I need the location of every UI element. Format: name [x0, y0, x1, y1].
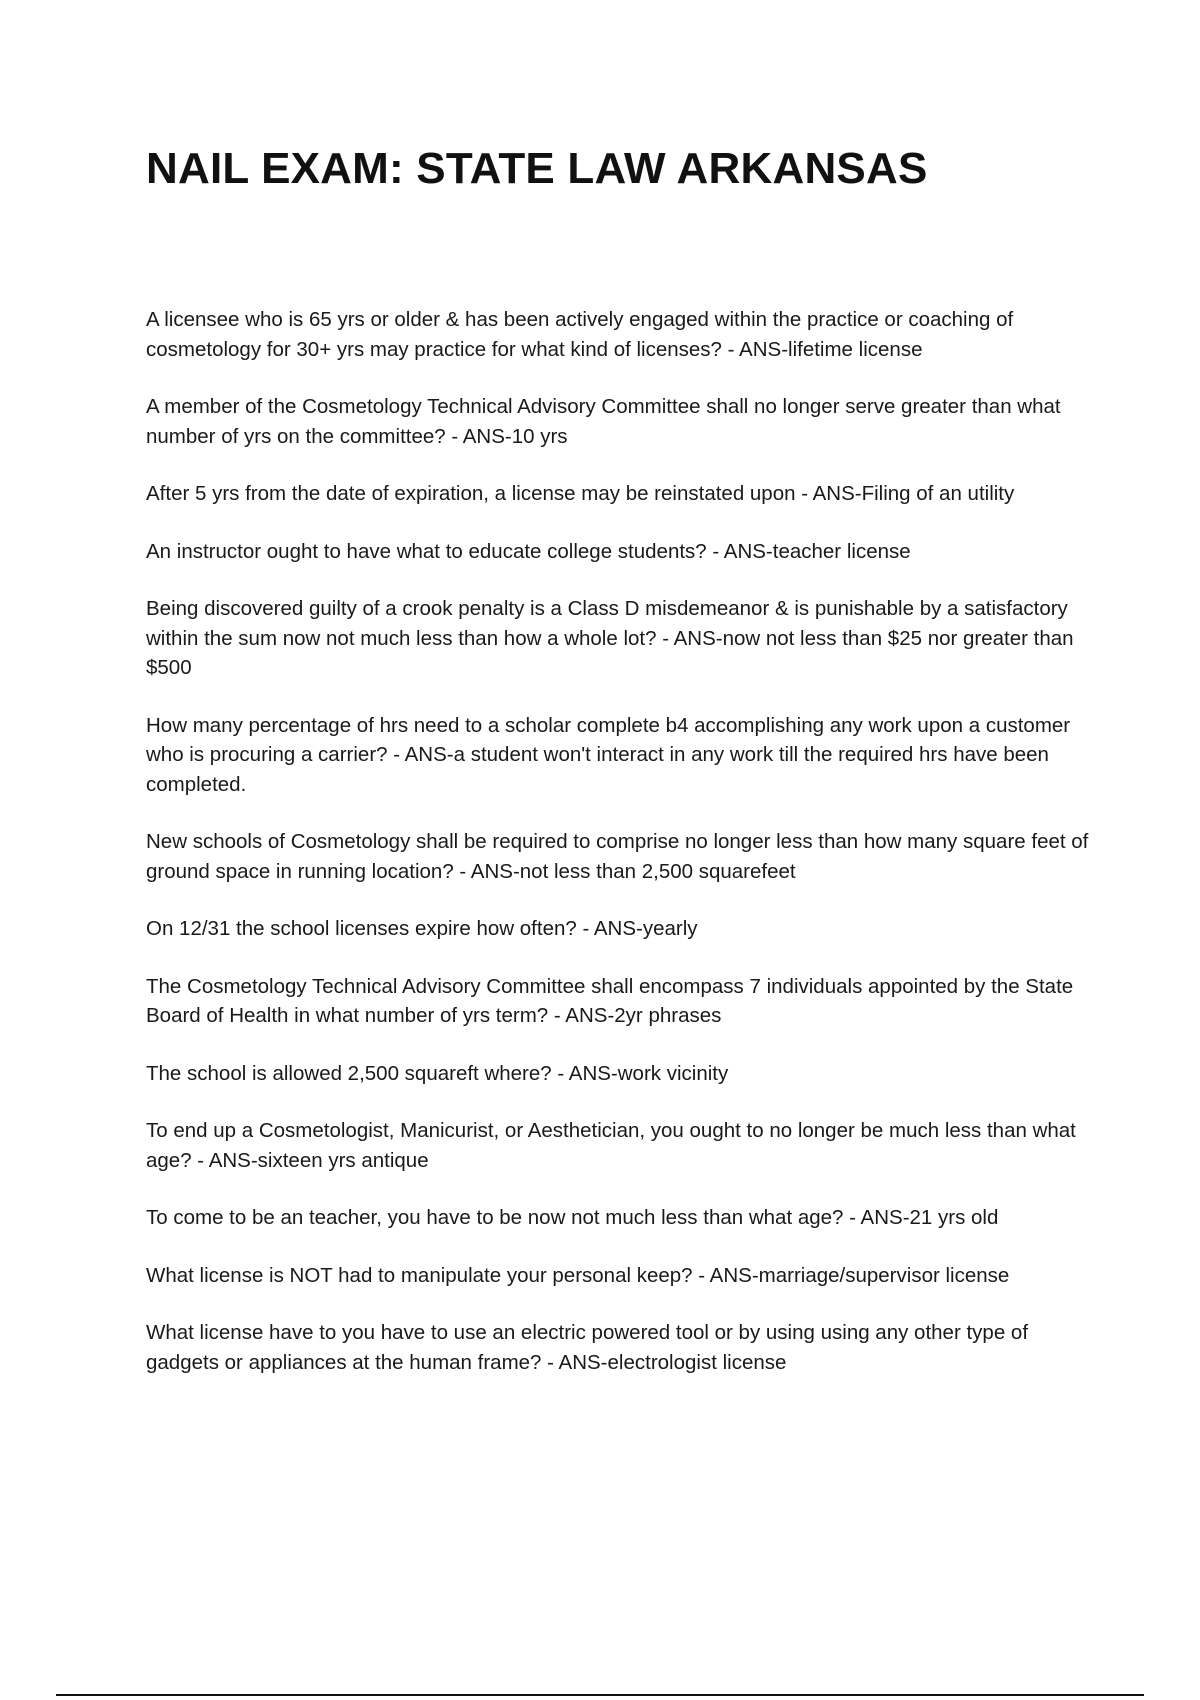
qa-item: The Cosmetology Technical Advisory Committee shall encompass 7 individuals appointed by the State Board of Health in what number of yrs term? - ANS-2yr phrases [146, 974, 1074, 1027]
page-title: NAIL EXAM: STATE LAW ARKANSAS [146, 144, 928, 193]
qa-item: After 5 yrs from the date of expiration, a license may be reinstated upon - ANS-Filing of an utility [146, 482, 1015, 505]
qa-item: What license have to you have to use an electric powered tool or by using using any other type of gadgets or appliances at the human frame? - ANS-electrologist license [146, 1321, 1029, 1374]
qa-item: New schools of Cosmetology shall be required to comprise no longer less than how many square feet of ground space in running location? - ANS-not less than 2,500 squarefeet [146, 830, 1089, 883]
qa-item: A licensee who is 65 yrs or older & has been actively engaged within the practice or coaching of cosmetology for 30+ yrs may practice for what kind of licenses? - ANS-lifetime license [146, 308, 1014, 361]
qa-item: To end up a Cosmetologist, Manicurist, or Aesthetician, you ought to no longer be much less than what age? - ANS-sixteen yrs antique [146, 1119, 1076, 1172]
question-answer-list [146, 305, 1096, 1405]
footer-divider [56, 1694, 1144, 1696]
qa-item: How many percentage of hrs need to a scholar complete b4 accomplishing any work upon a customer who is procuring a carrier? - ANS-a student won't interact in any work till the required hrs have been completed. [146, 713, 1071, 796]
qa-item: An instructor ought to have what to educate college students? - ANS-teacher license [146, 539, 911, 563]
qa-item: To come to be an teacher, you have to be now not much less than what age? - ANS-21 yrs old [146, 1206, 999, 1229]
qa-item: On 12/31 the school licenses expire how often? - ANS-yearly [146, 917, 698, 940]
qa-item: A member of the Cosmetology Technical Advisory Committee shall no longer serve greater than what number of yrs on the committee? - ANS-10 yrs [146, 395, 1061, 448]
qa-item: The school is allowed 2,500 squareft where? - ANS-work vicinity [146, 1061, 729, 1085]
qa-item: What license is NOT had to manipulate your personal keep? - ANS-marriage/supervisor license [146, 1263, 1010, 1287]
qa-item: Being discovered guilty of a crook penalty is a Class D misdemeanor & is punishable by a satisfactory within the sum now not much less than how a whole lot? - ANS-now not less than $25 nor greater than $500 [146, 597, 1074, 679]
